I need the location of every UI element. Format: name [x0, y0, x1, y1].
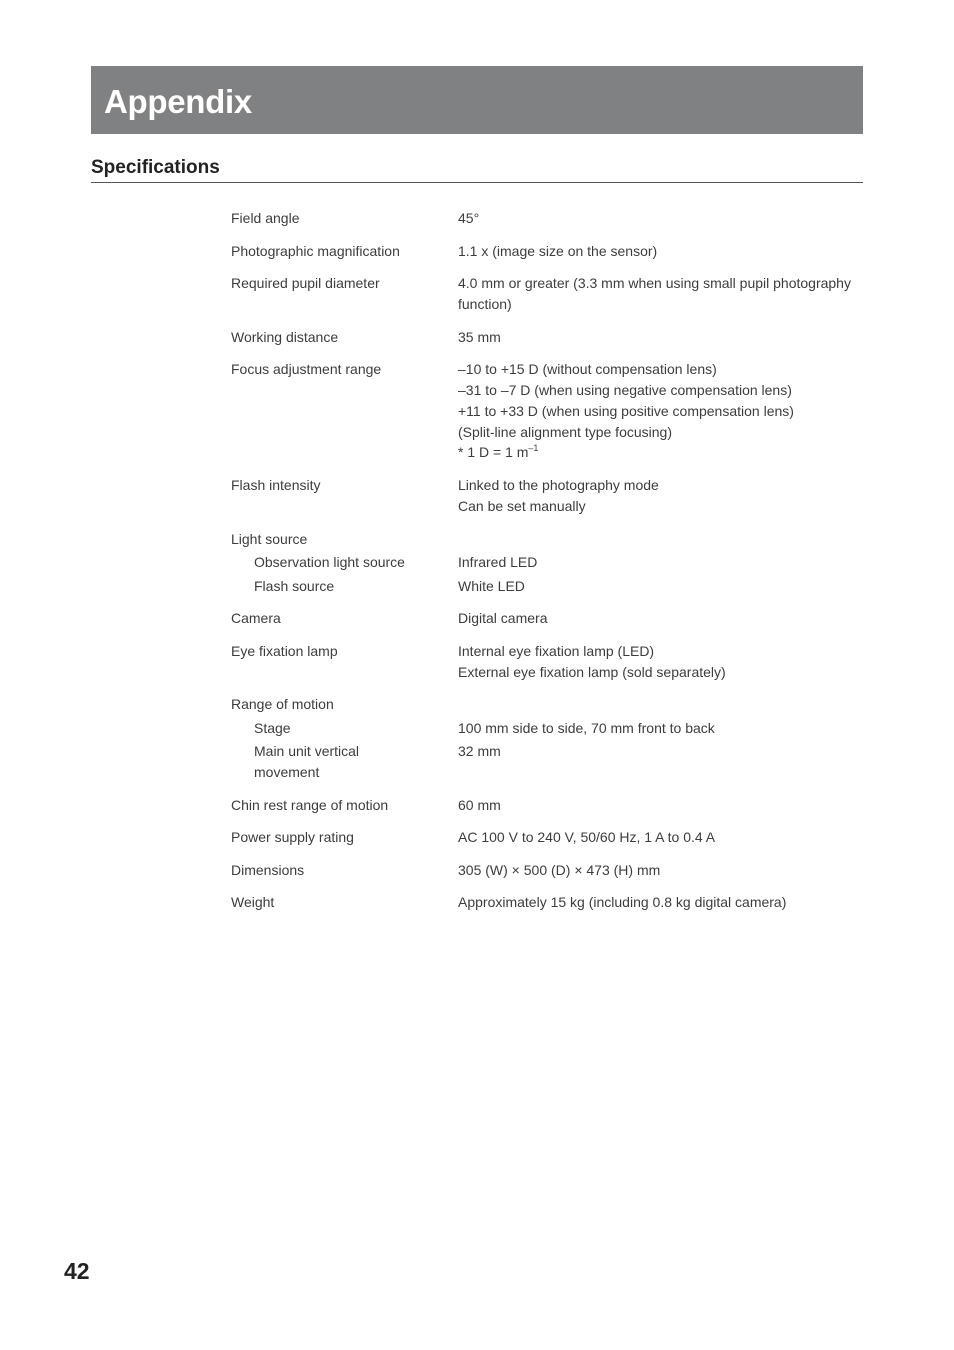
chapter-banner: [91, 66, 863, 134]
section-title: Specifications: [91, 157, 220, 178]
spec-value-focus-line1: –10 to +15 D (without compensation lens): [458, 361, 717, 377]
spec-label-fixation-lamp: Eye fixation lamp: [231, 643, 338, 659]
spec-label-power: Power supply rating: [231, 829, 354, 845]
spec-sublabel-vertical-line1: Main unit vertical: [254, 743, 360, 759]
spec-value-flash-source: White LED: [458, 578, 525, 594]
page-number: 42: [64, 1258, 90, 1284]
spec-value-flash-intensity-line2: Can be set manually: [458, 498, 586, 514]
spec-label-flash-intensity: Flash intensity: [231, 477, 321, 493]
spec-sublabel-flash-source: Flash source: [254, 578, 335, 594]
spec-value-fixation-lamp-line1: Internal eye fixation lamp (LED): [458, 643, 655, 659]
spec-value-magnification: 1.1 x (image size on the sensor): [458, 243, 658, 259]
spec-label-chin-rest: Chin rest range of motion: [231, 797, 389, 813]
spec-value-chin-rest: 60 mm: [458, 797, 501, 813]
spec-label-dimensions: Dimensions: [231, 862, 305, 878]
spec-label-focus: Focus adjustment range: [231, 361, 382, 377]
spec-label-camera: Camera: [231, 610, 281, 626]
chapter-title: Appendix: [104, 83, 252, 120]
spec-value-pupil-line2: function): [458, 296, 512, 312]
spec-value-flash-intensity-line1: Linked to the photography mode: [458, 477, 659, 493]
spec-value-field-angle: 45°: [458, 210, 480, 226]
spec-value-vertical: 32 mm: [458, 743, 501, 759]
spec-sublabel-stage: Stage: [254, 720, 291, 736]
section-divider: [91, 182, 863, 183]
spec-sublabel-observation-light: Observation light source: [254, 554, 405, 570]
spec-value-dimensions: 305 (W) × 500 (D) × 473 (H) mm: [458, 862, 661, 878]
spec-label-field-angle: Field angle: [231, 210, 300, 226]
spec-value-focus-line4: (Split-line alignment type focusing): [458, 424, 672, 440]
spec-value-power: AC 100 V to 240 V, 50/60 Hz, 1 A to 0.4 A: [458, 829, 716, 845]
spec-value-observation-light: Infrared LED: [458, 554, 538, 570]
spec-value-pupil-line1: 4.0 mm or greater (3.3 mm when using small pupil photography: [458, 275, 851, 291]
spec-value-working-distance: 35 mm: [458, 329, 501, 345]
spec-value-weight: Approximately 15 kg (including 0.8 kg digital camera): [458, 894, 787, 910]
spec-value-stage: 100 mm side to side, 70 mm front to back: [458, 720, 715, 736]
spec-value-focus-line3: +11 to +33 D (when using positive compensation lens): [458, 403, 794, 419]
spec-label-light-source: Light source: [231, 531, 308, 547]
spec-sublabel-vertical-line2: movement: [254, 764, 320, 780]
spec-value-focus-note: [458, 442, 863, 463]
spec-value-focus-line2: –31 to –7 D (when using negative compensation lens): [458, 382, 792, 398]
spec-label-weight: Weight: [231, 894, 275, 910]
spec-label-range-of-motion: Range of motion: [231, 696, 334, 712]
spec-label-magnification: Photographic magnification: [231, 243, 400, 259]
spec-value-camera: Digital camera: [458, 610, 548, 626]
focus-note-text: * 1 D = 1 m: [458, 444, 529, 460]
spec-label-working-distance: Working distance: [231, 329, 339, 345]
focus-note-exponent: –1: [528, 443, 539, 453]
spec-value-fixation-lamp-line2: External eye fixation lamp (sold separately): [458, 664, 726, 680]
spec-label-pupil: Required pupil diameter: [231, 275, 380, 291]
